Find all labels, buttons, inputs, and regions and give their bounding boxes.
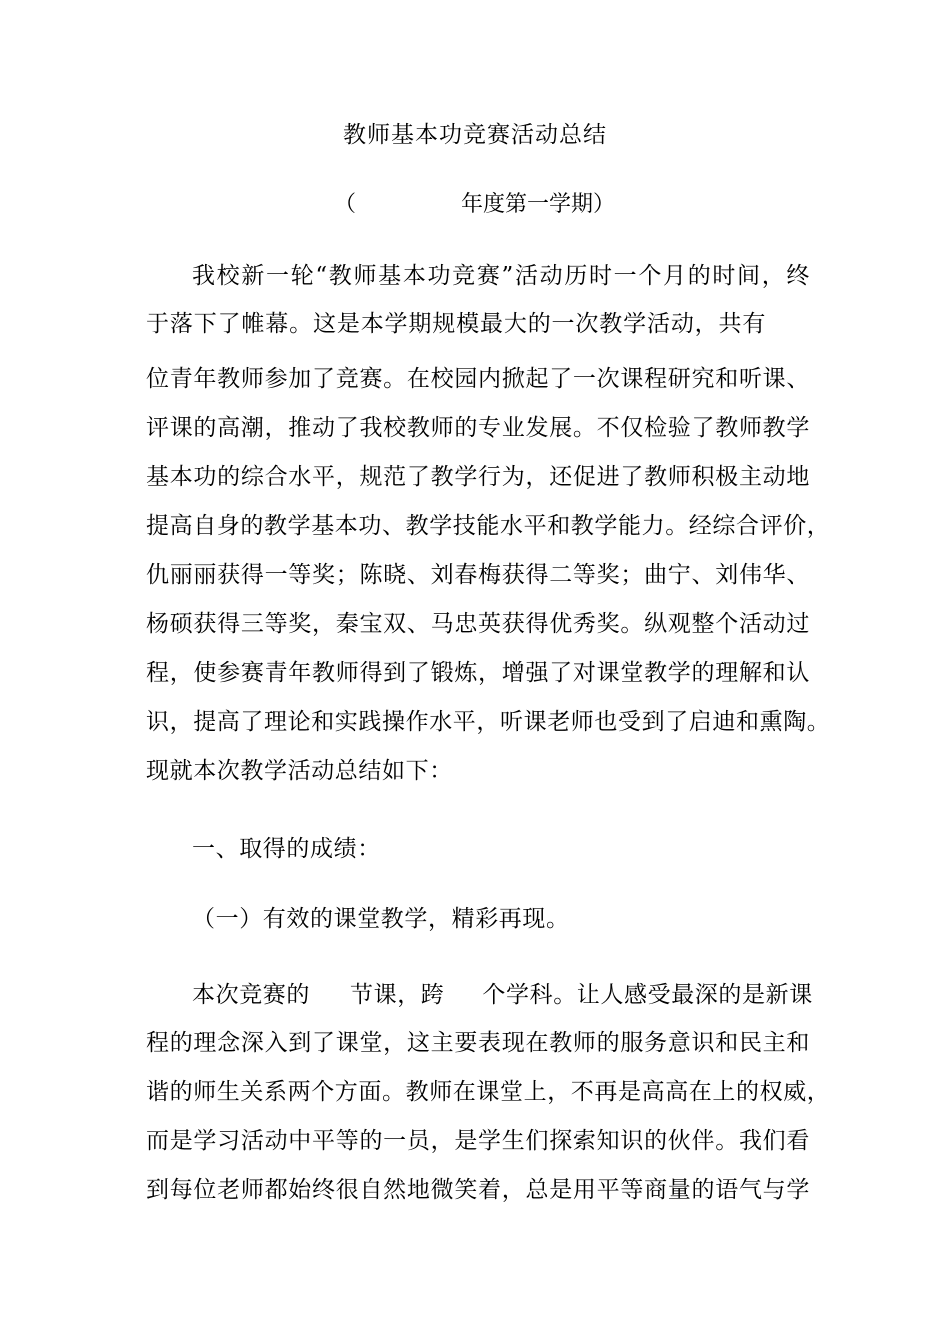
paragraph1-line: 评课的高潮，推动了我校教师的专业发展。不仅检验了教师教学 [146, 415, 810, 441]
section-heading: 一、取得的成绩： [192, 836, 381, 862]
paragraph2-text: 节课，跨 [350, 982, 445, 1008]
paragraph2-line: 谐的师生关系两个方面。教师在课堂上，不再是高高在上的权威， [146, 1079, 831, 1105]
paragraph1-line: 我校新一轮“教师基本功竞赛”活动历时一个月的时间，终 [192, 263, 810, 289]
subtitle-term: 年度第一学期） [461, 192, 616, 217]
paragraph1-line: 位青年教师参加了竞赛。在校园内掀起了一次课程研究和听课、 [146, 366, 810, 392]
paragraph1-line: 于落下了帷幕。这是本学期规模最大的一次教学活动，共有 [146, 311, 766, 337]
paragraph1-line: 杨硕获得三等奖，秦宝双、马忠英获得优秀奖。纵观整个活动过 [146, 611, 810, 637]
paragraph2-line: 到每位老师都始终很自然地微笑着，总是用平等商量的语气与学 [146, 1177, 810, 1203]
paragraph1-line: 基本功的综合水平，规范了教学行为，还促进了教师积极主动地 [146, 464, 810, 490]
paragraph1-line: 仇丽丽获得一等奖；陈晓、刘春梅获得二等奖；曲宁、刘伟华、 [146, 562, 810, 588]
paragraph2-line: 程的理念深入到了课堂，这主要表现在教师的服务意识和民主和 [146, 1030, 810, 1056]
paragraph2-first-line [146, 980, 813, 1010]
paragraph2-text: 个学科。让人感受最深的是新课 [482, 982, 813, 1008]
subtitle-open-paren: （ [334, 192, 357, 217]
document-title: 教师基本功竞赛活动总结 [343, 122, 607, 148]
subsection-heading: （一）有效的课堂教学，精彩再现。 [192, 906, 570, 932]
paragraph1-line: 程，使参赛青年教师得到了锻炼，增强了对课堂教学的理解和认 [146, 660, 810, 686]
paragraph2-line: 而是学习活动中平等的一员，是学生们探索知识的伙伴。我们看 [146, 1128, 810, 1154]
paragraph1-line: 现就本次教学活动总结如下： [146, 758, 453, 784]
paragraph1-line: 识，提高了理论和实践操作水平，听课老师也受到了启迪和熏陶。 [146, 709, 831, 735]
document-subtitle [0, 190, 950, 220]
paragraph2-text: 本次竞赛的 [192, 982, 310, 1008]
paragraph1-line: 提高自身的教学基本功、教学技能水平和教学能力。经综合评价， [146, 513, 831, 539]
